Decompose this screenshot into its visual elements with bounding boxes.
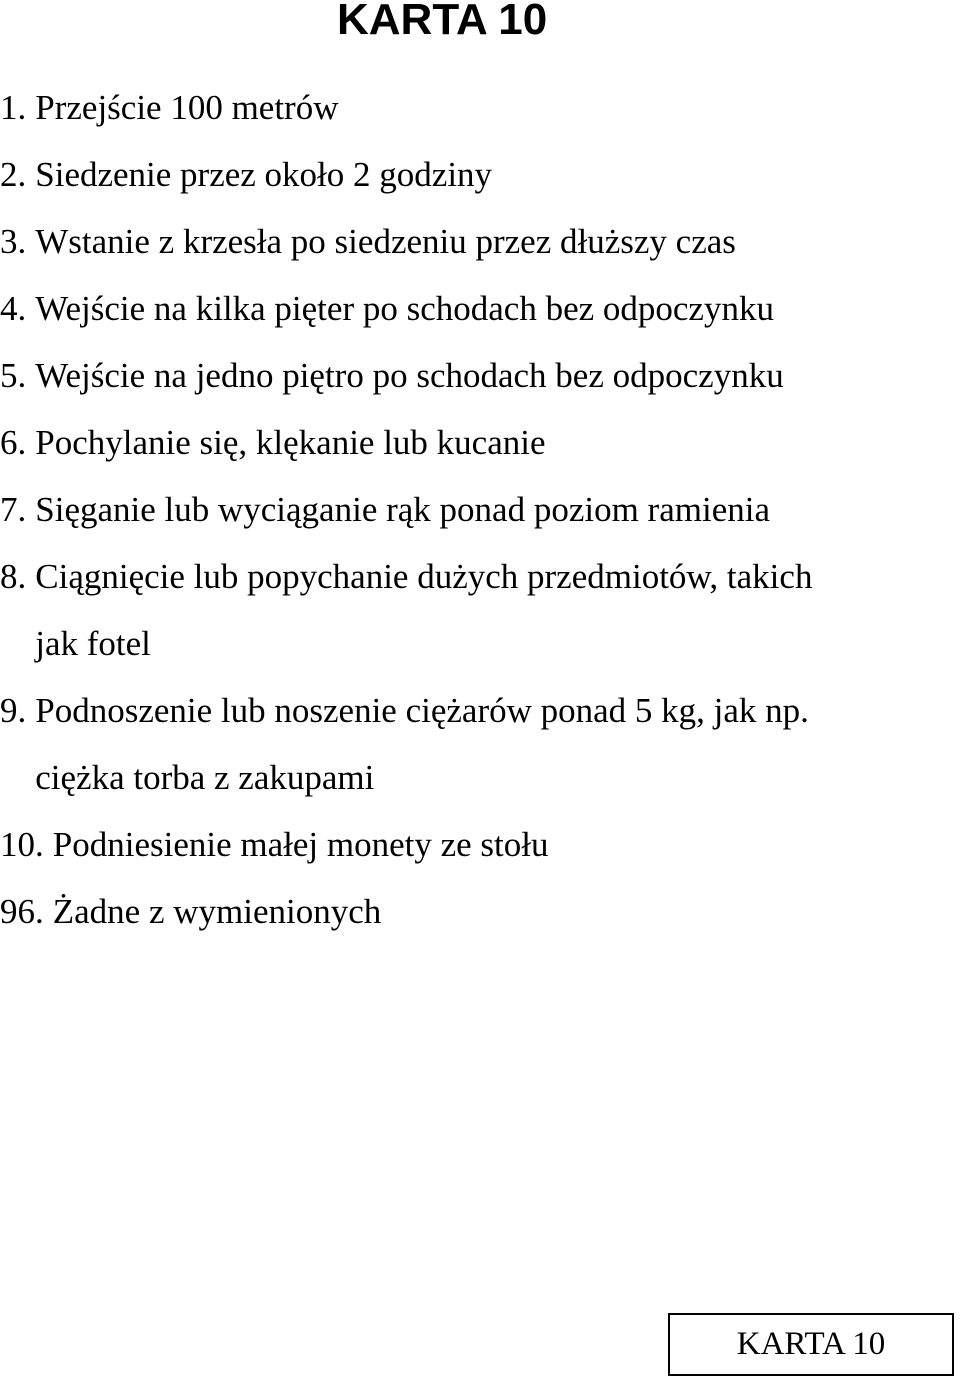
item-text: Pochylanie się, klękanie lub kucanie [35, 423, 546, 462]
item-text: Żadne z wymienionych [52, 892, 382, 931]
item-number: 4. [0, 289, 27, 328]
item-text: Podnoszenie lub noszenie ciężarów ponad 5 kg, jak np. ciężka torba z zakupami [35, 691, 809, 797]
list-item [0, 677, 815, 811]
list-item [0, 342, 815, 409]
item-text: Ciągnięcie lub popychanie dużych przedmiotów, takich jak fotel [35, 557, 813, 663]
item-text: Podniesienie małej monety ze stołu [52, 825, 549, 864]
item-number: 2. [0, 155, 27, 194]
item-number: 96. [0, 892, 44, 931]
item-text: Sięganie lub wyciąganie rąk ponad poziom ramienia [35, 490, 770, 529]
card-label: KARTA 10 [736, 1326, 886, 1362]
item-text: Siedzenie przez około 2 godziny [35, 155, 493, 194]
options-list [0, 74, 815, 945]
item-text: Wejście na jedno piętro po schodach bez odpoczynku [35, 356, 784, 395]
item-number: 10. [0, 825, 44, 864]
item-text: Wstanie z krzesła po siedzeniu przez dłuższy czas [35, 222, 736, 261]
list-item [0, 878, 815, 945]
item-number: 8. [0, 557, 27, 596]
list-item [0, 208, 815, 275]
item-text: Przejście 100 metrów [35, 88, 339, 127]
page-title: KARTA 10 [337, 0, 548, 44]
list-item [0, 476, 815, 543]
item-text: Wejście na kilka pięter po schodach bez odpoczynku [35, 289, 774, 328]
item-number: 9. [0, 691, 27, 730]
list-item [0, 141, 815, 208]
list-item [0, 74, 815, 141]
list-item [0, 811, 815, 878]
item-number: 3. [0, 222, 27, 261]
item-number: 7. [0, 490, 27, 529]
item-number: 5. [0, 356, 27, 395]
card-label-box [668, 1313, 954, 1376]
list-item [0, 409, 815, 476]
item-number: 6. [0, 423, 27, 462]
item-number: 1. [0, 88, 27, 127]
list-item [0, 543, 815, 677]
list-item [0, 275, 815, 342]
